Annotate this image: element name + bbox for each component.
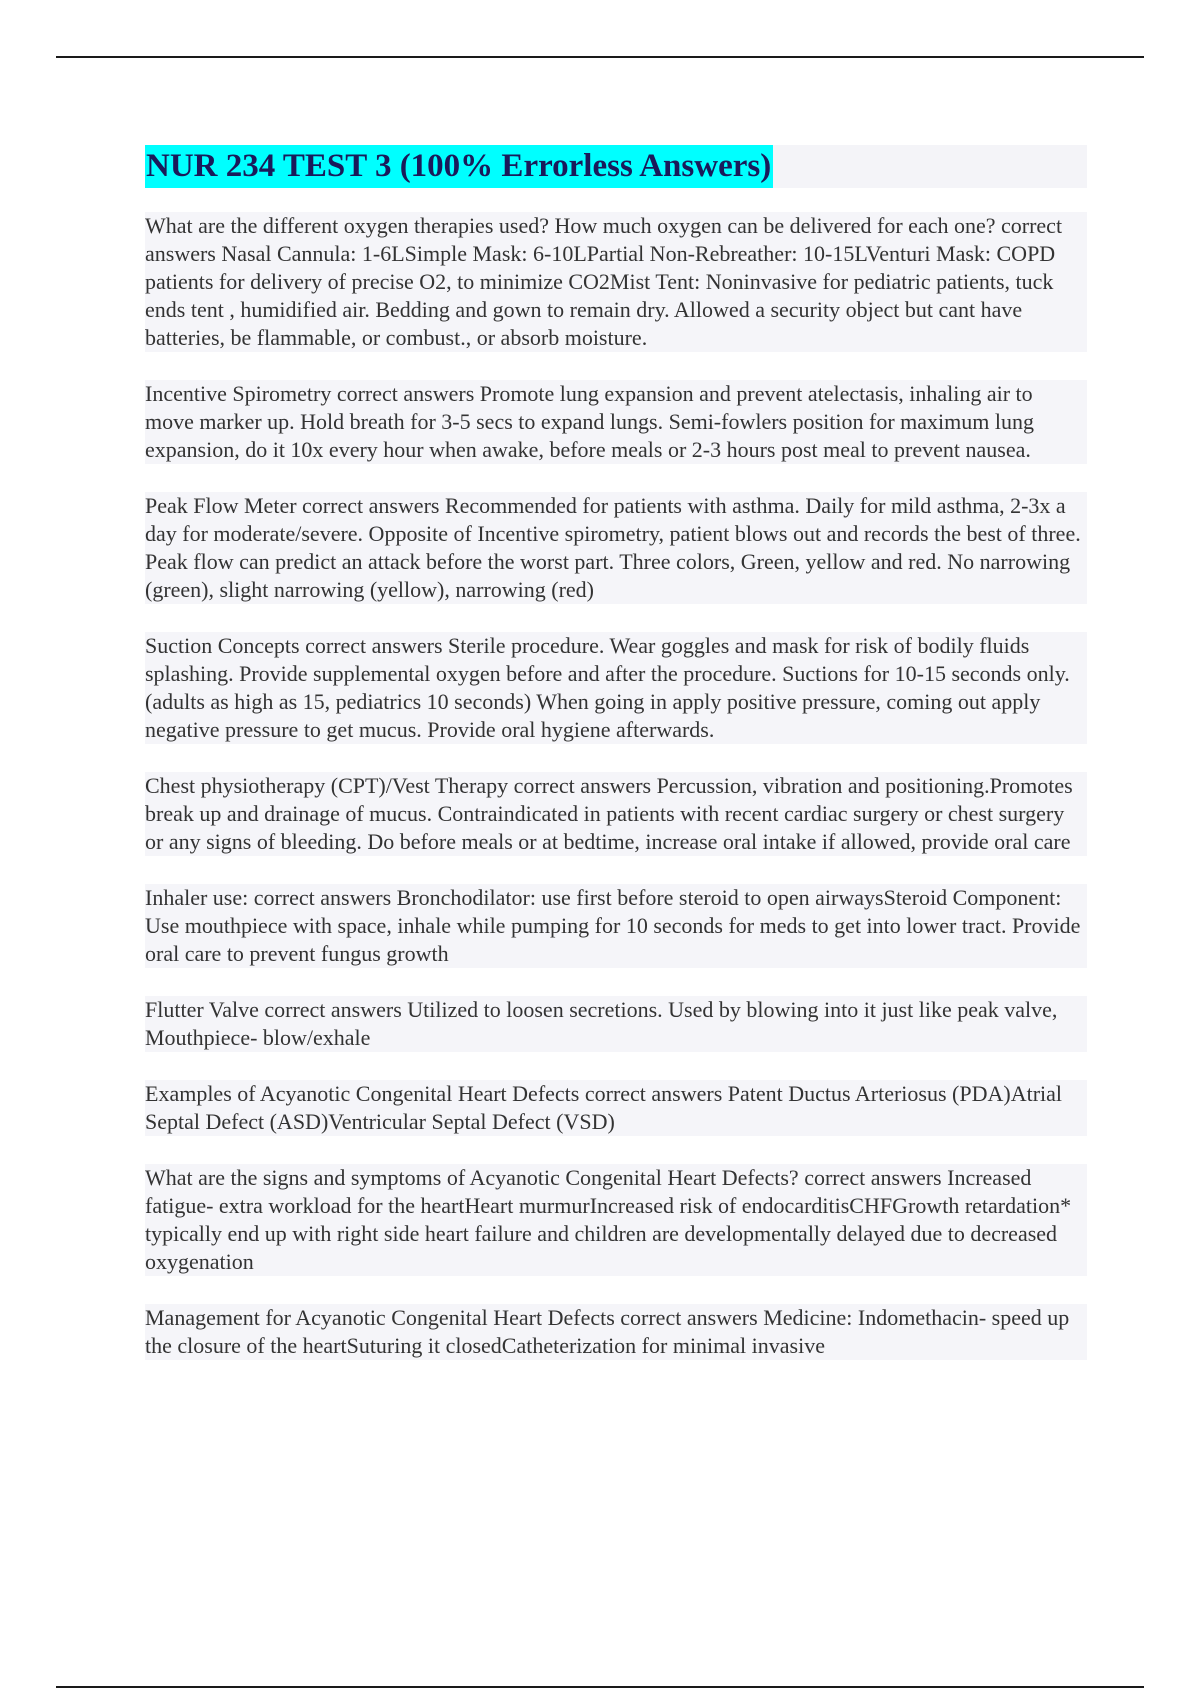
title-row: [145, 145, 1087, 188]
qa-entry-acyanotic-examples: Examples of Acyanotic Congenital Heart Defects correct answers Patent Ductus Arteriosus (PDA)Atrial Septal Defect (ASD)Ventricular Septal Defect (VSD): [145, 1080, 1087, 1136]
top-rule: [56, 56, 1144, 58]
document-body: [145, 145, 1087, 1388]
qa-entry-acyanotic-management: Management for Acyanotic Congenital Heart Defects correct answers Medicine: Indomethacin- speed up the closure of the heartSuturing it closedCatheterization for minimal invasive: [145, 1304, 1087, 1360]
qa-entry-suction-concepts: Suction Concepts correct answers Sterile procedure. Wear goggles and mask for risk of bodily fluids splashing. Provide supplemental oxygen before and after the procedure. Suctions for 10-15 seconds only. (adults as high as 15, pediatrics 10 seconds) When going in apply positive pressure, coming out apply negative pressure to get mucus. Provide oral hygiene afterwards.: [145, 632, 1087, 744]
qa-entry-incentive-spirometry: Incentive Spirometry correct answers Promote lung expansion and prevent atelectasis, inhaling air to move marker up. Hold breath for 3-5 secs to expand lungs. Semi-fowlers position for maximum lung expansion, do it 10x every hour when awake, before meals or 2-3 hours post meal to prevent nausea.: [145, 380, 1087, 464]
qa-entry-oxygen-therapies: What are the different oxygen therapies used? How much oxygen can be delivered for each one? correct answers Nasal Cannula: 1-6LSimple Mask: 6-10LPartial Non-Rebreather: 10-15LVenturi Mask: COPD patients for delivery of precise O2, to minimize CO2Mist Tent: Noninvasive for pediatric patients, tuck ends tent , humidified air. Bedding and gown to remain dry. Allowed a security object but cant have batteries, be flammable, or combust., or absorb moisture.: [145, 212, 1087, 352]
bottom-rule: [56, 1686, 1144, 1688]
qa-entry-flutter-valve: Flutter Valve correct answers Utilized to loosen secretions. Used by blowing into it just like peak valve, Mouthpiece- blow/exhale: [145, 996, 1087, 1052]
qa-entry-chest-physiotherapy: Chest physiotherapy (CPT)/Vest Therapy correct answers Percussion, vibration and positioning.Promotes break up and drainage of mucus. Contraindicated in patients with recent cardiac surgery or chest surgery or any signs of bleeding. Do before meals or at bedtime, increase oral intake if allowed, provide oral care: [145, 772, 1087, 856]
qa-entry-acyanotic-symptoms: What are the signs and symptoms of Acyanotic Congenital Heart Defects? correct answers Increased fatigue- extra workload for the heartHeart murmurIncreased risk of endocarditisCHFGrowth retardation* typically end up with right side heart failure and children are developmentally delayed due to decreased oxygenation: [145, 1164, 1087, 1276]
qa-entry-peak-flow-meter: Peak Flow Meter correct answers Recommended for patients with asthma. Daily for mild asthma, 2-3x a day for moderate/severe. Opposite of Incentive spirometry, patient blows out and records the best of three. Peak flow can predict an attack before the worst part. Three colors, Green, yellow and red. No narrowing (green), slight narrowing (yellow), narrowing (red): [145, 492, 1087, 604]
qa-entry-inhaler-use: Inhaler use: correct answers Bronchodilator: use first before steroid to open airwaysSteroid Component: Use mouthpiece with space, inhale while pumping for 10 seconds for meds to get into lower tract. Provide oral care to prevent fungus growth: [145, 884, 1087, 968]
document-title: NUR 234 TEST 3 (100% Errorless Answers): [145, 145, 773, 188]
